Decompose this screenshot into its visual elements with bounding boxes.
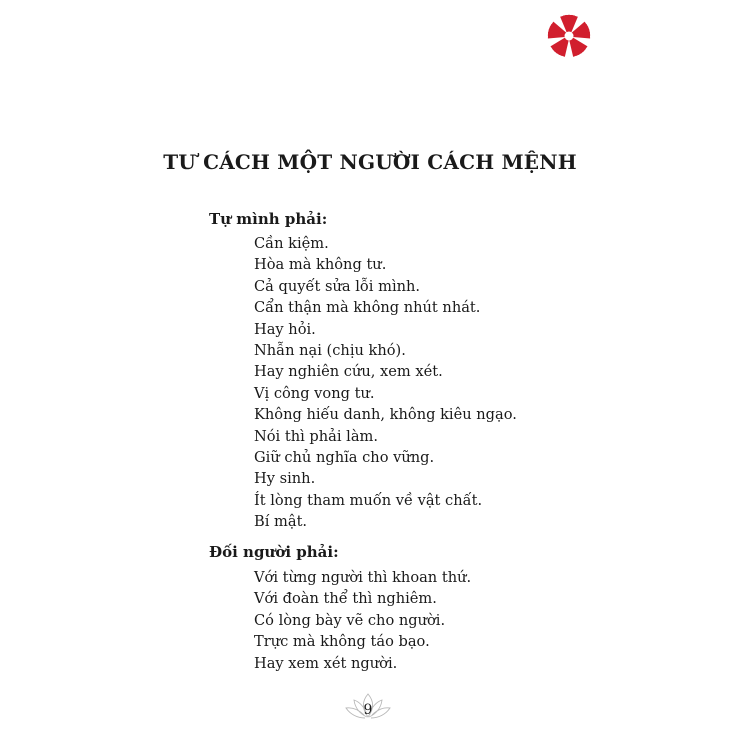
list-item: Cẩn thận mà không nhút nhát. bbox=[254, 299, 481, 317]
list-item: Có lòng bày vẽ cho người. bbox=[254, 611, 446, 629]
list-item: Ít lòng tham muốn về vật chất. bbox=[254, 491, 483, 509]
star-lotus-emblem-icon bbox=[545, 12, 593, 60]
list-item: Không hiếu danh, không kiêu ngạo. bbox=[254, 406, 517, 424]
list-item: Với từng người thì khoan thứ. bbox=[254, 569, 472, 586]
list-item: Hòa mà không tư. bbox=[254, 256, 387, 274]
list-item: Giữ chủ nghĩa cho vững. bbox=[254, 448, 435, 466]
page-title: TƯ CÁCH MỘT NGƯỜI CÁCH MỆNH bbox=[163, 150, 577, 174]
list-item: Bí mật. bbox=[254, 513, 308, 531]
list-item: Hay hỏi. bbox=[254, 320, 316, 338]
list-item: Nói thì phải làm. bbox=[254, 427, 379, 445]
list-item: Nhẫn nại (chịu khó). bbox=[254, 341, 406, 359]
self-section-heading: Tự mình phải: bbox=[209, 210, 328, 228]
self-section-list bbox=[254, 233, 517, 532]
list-item: Trực mà không táo bạo. bbox=[254, 633, 430, 651]
list-item: Cần kiệm. bbox=[254, 235, 329, 252]
others-section-list bbox=[254, 567, 471, 674]
list-item: Hy sinh. bbox=[254, 470, 316, 488]
page-number: 9 bbox=[363, 702, 373, 718]
list-item: Cả quyết sửa lỗi mình. bbox=[254, 277, 421, 295]
list-item: Hay xem xét người. bbox=[254, 654, 398, 672]
list-item: Hay nghiên cứu, xem xét. bbox=[254, 363, 443, 381]
list-item: Vị công vong tư. bbox=[254, 384, 375, 402]
list-item: Với đoàn thể thì nghiêm. bbox=[254, 590, 437, 608]
others-section-heading: Đối người phải: bbox=[209, 543, 339, 561]
